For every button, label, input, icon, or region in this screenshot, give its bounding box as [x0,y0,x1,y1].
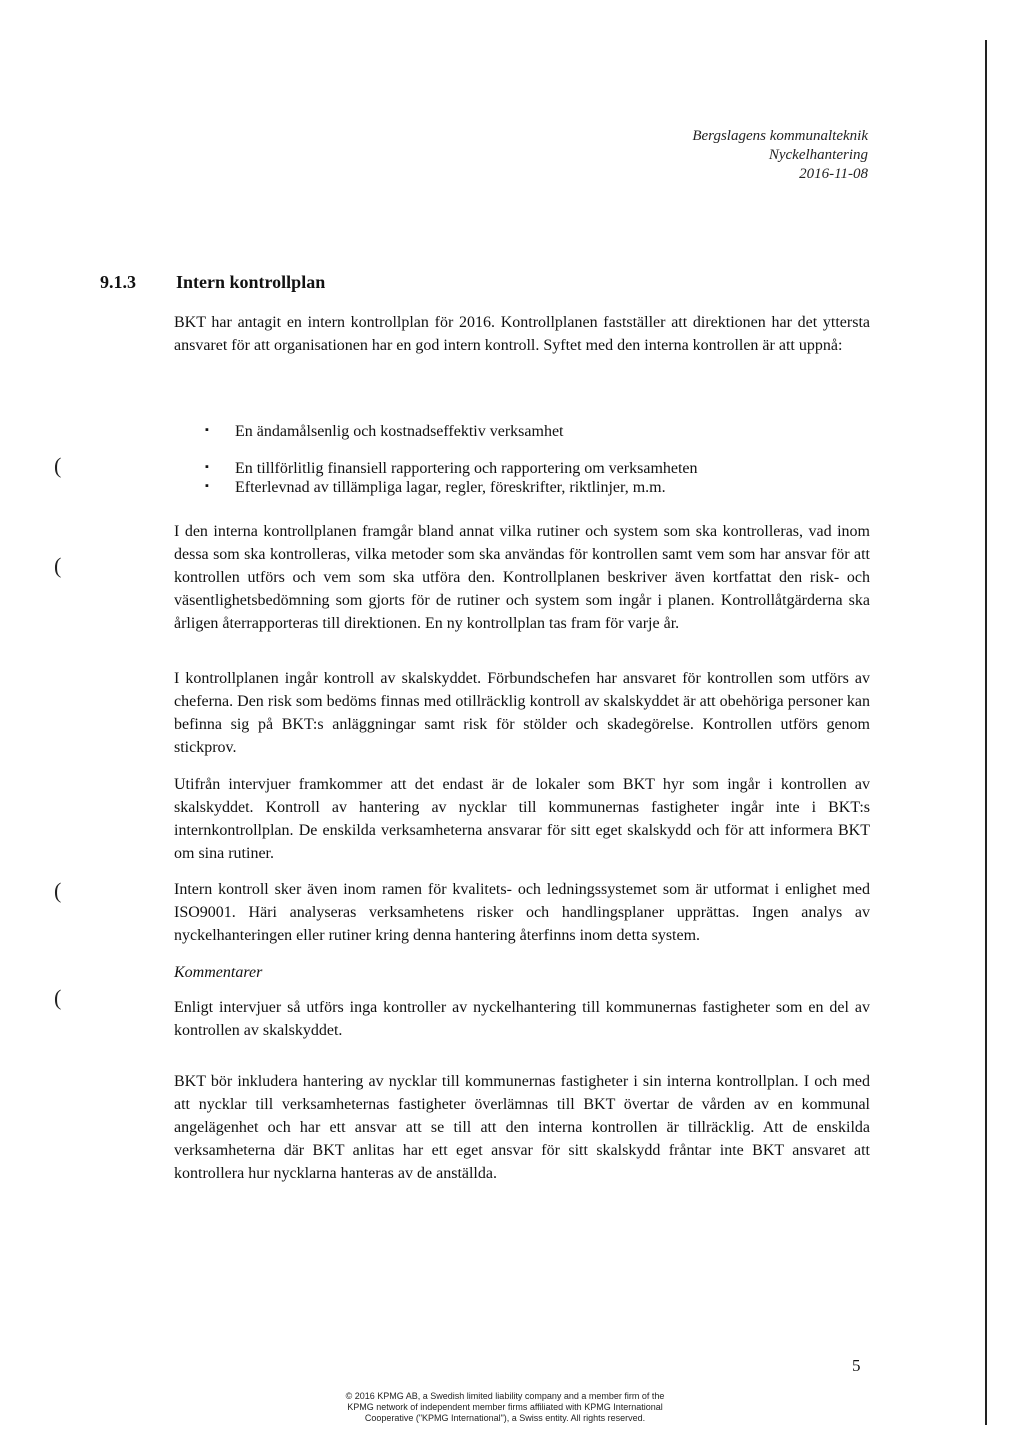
header-subject: Nyckelhantering [768,147,868,163]
page-header [692,127,868,184]
bullet-mark: ▪ [205,461,209,473]
margin-mark: ( [54,453,62,478]
copyright-footer: © 2016 KPMG AB, a Swedish limited liability company and a member firm of the KPMG network of independent member firms affiliated with KPMG International Cooperative ("KPMG International"), a Swiss entity. All rights reserved. [345,1391,665,1423]
section-title: Intern kontrollplan [176,272,326,292]
header-date: 2016-11-08 [799,166,868,182]
margin-mark: ( [54,553,62,578]
list-item: ▪ Efterlevnad av tillämpliga lagar, regler, föreskrifter, riktlinjer, m.m. [205,479,666,496]
list-item: ▪ En tillförlitlig finansiell rapportering och rapportering om verksamheten [205,460,698,477]
comments-heading: Kommentarer [174,964,263,981]
comment-paragraph: BKT bör inkludera hantering av nycklar till kommunernas fastigheter i sin interna kontrollplan. I och med att nycklar till verksamheternas fastigheter överlämnas till BKT övertar de vården av en kommunal angelägenhet och har ett ansvar att se till att den interna kontrollen är tillräcklig. Att de enskilda verksamheterna där BKT anlitas har ett eget ansvar för sitt skalskydd fråntar inte BKT ansvaret att kontrollera hur nycklarna hanteras av de anställda. [174,1073,870,1182]
comment-paragraph: Enligt intervjuer så utförs inga kontroller av nyckelhantering till kommunernas fastigheter som en del av kontrollen av skalskyddet. [174,999,870,1039]
list-item: ▪ En ändamålsenlig och kostnadseffektiv verksamhet [205,423,564,440]
body-paragraph: I kontrollplanen ingår kontroll av skalskyddet. Förbundschefen har ansvaret för kontrollen som utförs av cheferna. Den risk som bedöms finnas med otillräcklig kontroll av skalskyddet är att obehöriga personer kan befinna sig på BKT:s anläggningar samt risk för stölder och skadegörelse. Kontrollen utförs genom stickprov. [174,670,870,756]
intro-paragraph: BKT har antagit en intern kontrollplan för 2016. Kontrollplanen fastställer att direktionen har det yttersta ansvaret för att organisationen har en god intern kontroll. Syftet med den interna kontrollen är att uppnå: [174,314,870,354]
section-number: 9.1.3 [100,272,136,292]
margin-mark: ( [54,878,62,903]
page-number: 5 [852,1356,861,1375]
body-paragraph: Intern kontroll sker även inom ramen för kvalitets- och ledningssystemet som är utformat i enlighet med ISO9001. Häri analyseras verksamhetens risker och handlingsplaner upprättas. Ingen analys av nyckelhanteringen eller rutiner kring denna hantering återfinns inom detta system. [174,881,870,944]
body-paragraph: I den interna kontrollplanen framgår bland annat vilka rutiner och system som ska kontrolleras, vad inom dessa som ska kontrolleras, vilka metoder som ska användas för kontrollen samt vem som har ansvar för att kontrollen utförs och vem som ska utföra den. Kontrollplanen beskriver även kortfattat den risk- och väsentlighetsbedömning som gjorts för de rutiner och system som ingår i planen. Kontrollåtgärderna ska årligen återrapporteras till direktionen. En ny kontrollplan tas fram för varje år. [174,523,870,632]
margin-rule [985,40,987,1425]
body-paragraph: Utifrån intervjuer framkommer att det endast är de lokaler som BKT hyr som ingår i kontrollen av skalskyddet. Kontroll av hantering av nycklar till kommunernas fastigheter ingår inte i BKT:s internkontrollplan. De enskilda verksamheterna ansvarar för sitt eget skalskydd och för att informera BKT om sina rutiner. [174,776,870,862]
section-heading [100,272,325,293]
bullet-mark: ▪ [205,424,209,436]
header-organization: Bergslagens kommunalteknik [692,128,868,144]
margin-mark: ( [54,985,62,1010]
bullet-mark: ▪ [205,480,209,492]
